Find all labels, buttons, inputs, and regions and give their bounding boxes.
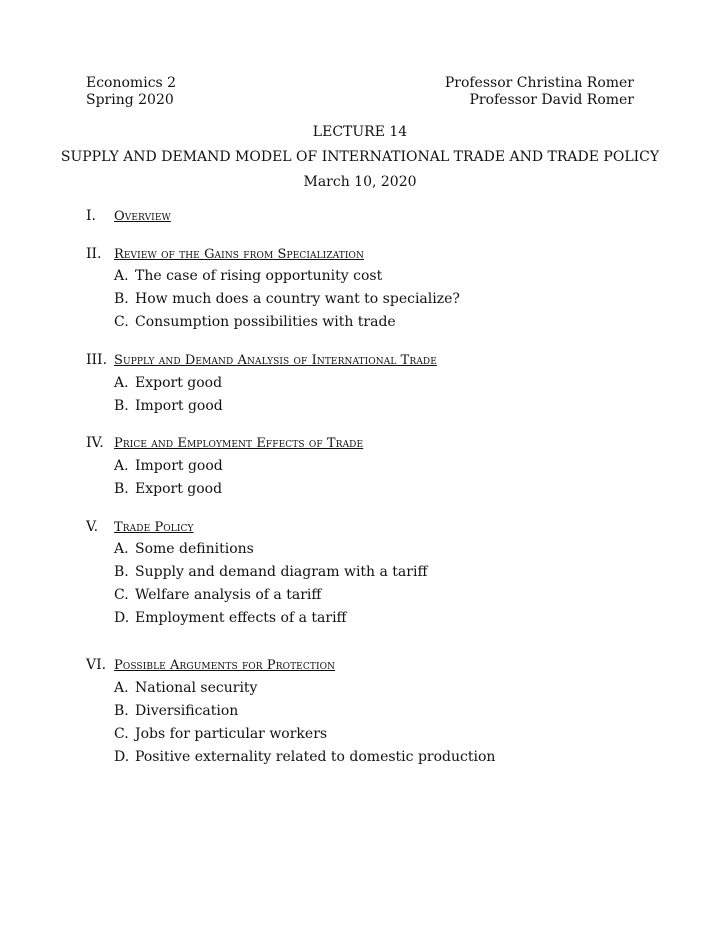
item-text: Export good bbox=[135, 481, 223, 497]
item-label: A. bbox=[114, 680, 129, 696]
outline-item bbox=[114, 680, 257, 696]
item-label: C. bbox=[114, 314, 129, 330]
section-numeral: II. bbox=[86, 246, 102, 262]
outline-item bbox=[114, 703, 238, 719]
section-numeral: V. bbox=[86, 519, 99, 535]
item-text: Welfare analysis of a tariff bbox=[135, 587, 322, 603]
instructor-1: Professor Christina Romer bbox=[444, 75, 634, 91]
section-heading bbox=[86, 519, 194, 535]
item-text: Supply and demand diagram with a tariff bbox=[135, 564, 428, 580]
item-label: B. bbox=[114, 291, 129, 307]
section-numeral: III. bbox=[86, 352, 108, 368]
section-heading bbox=[86, 246, 364, 262]
item-text: Import good bbox=[135, 458, 223, 474]
item-text: Jobs for particular workers bbox=[135, 726, 328, 742]
item-text: Diversification bbox=[135, 703, 239, 719]
section-heading bbox=[86, 208, 171, 224]
course-term: Spring 2020 bbox=[86, 92, 174, 108]
item-label: B. bbox=[114, 564, 129, 580]
item-text: Export good bbox=[135, 375, 223, 391]
section-numeral: IV. bbox=[86, 435, 104, 451]
item-label: C. bbox=[114, 587, 129, 603]
lecture-date: March 10, 2020 bbox=[303, 174, 417, 190]
section-numeral: I. bbox=[86, 208, 96, 224]
item-label: A. bbox=[114, 458, 129, 474]
section-title: Overview bbox=[114, 209, 171, 224]
item-label: A. bbox=[114, 541, 129, 557]
item-label: B. bbox=[114, 398, 129, 414]
section-numeral: VI. bbox=[86, 657, 107, 673]
item-label: C. bbox=[114, 726, 129, 742]
course-name: Economics 2 bbox=[86, 75, 177, 91]
outline-item bbox=[114, 564, 427, 580]
instructor-info bbox=[445, 75, 634, 109]
item-label: A. bbox=[114, 375, 129, 391]
outline-item bbox=[114, 314, 396, 330]
course-info bbox=[86, 75, 176, 109]
lecture-number: LECTURE 14 bbox=[312, 124, 408, 140]
section-title: Review of the Gains from Specialization bbox=[114, 247, 365, 262]
outline-item bbox=[114, 726, 327, 742]
outline-item bbox=[114, 610, 347, 626]
item-text: Employment effects of a tariff bbox=[135, 610, 347, 626]
item-text: How much does a country want to specialize? bbox=[135, 291, 460, 307]
section-heading bbox=[86, 657, 335, 673]
outline-item bbox=[114, 268, 382, 284]
section-title: Supply and Demand Analysis of International Trade bbox=[114, 353, 437, 368]
item-text: Import good bbox=[135, 398, 223, 414]
outline-item bbox=[114, 749, 495, 765]
item-text: The case of rising opportunity cost bbox=[135, 268, 383, 284]
lecture-title: SUPPLY AND DEMAND MODEL OF INTERNATIONAL TRADE AND TRADE POLICY bbox=[60, 149, 660, 165]
instructor-2: Professor David Romer bbox=[469, 92, 634, 108]
section-title: Possible Arguments for Protection bbox=[114, 658, 336, 673]
section-heading bbox=[86, 435, 363, 451]
item-label: B. bbox=[114, 703, 129, 719]
outline-item bbox=[114, 541, 254, 557]
outline-item bbox=[114, 398, 223, 414]
item-label: D. bbox=[114, 749, 130, 765]
section-heading bbox=[86, 352, 437, 368]
outline-item bbox=[114, 481, 222, 497]
item-label: A. bbox=[114, 268, 129, 284]
item-text: Consumption possibilities with trade bbox=[135, 314, 396, 330]
outline-item bbox=[114, 291, 460, 307]
item-text: Some definitions bbox=[135, 541, 254, 557]
outline-item bbox=[114, 458, 223, 474]
section-title: Price and Employment Effects of Trade bbox=[114, 436, 364, 451]
item-text: Positive externality related to domestic production bbox=[135, 749, 496, 765]
outline-item bbox=[114, 587, 321, 603]
outline-item bbox=[114, 375, 222, 391]
item-label: D. bbox=[114, 610, 130, 626]
item-label: B. bbox=[114, 481, 129, 497]
item-text: National security bbox=[135, 680, 258, 696]
section-title: Trade Policy bbox=[114, 520, 194, 535]
